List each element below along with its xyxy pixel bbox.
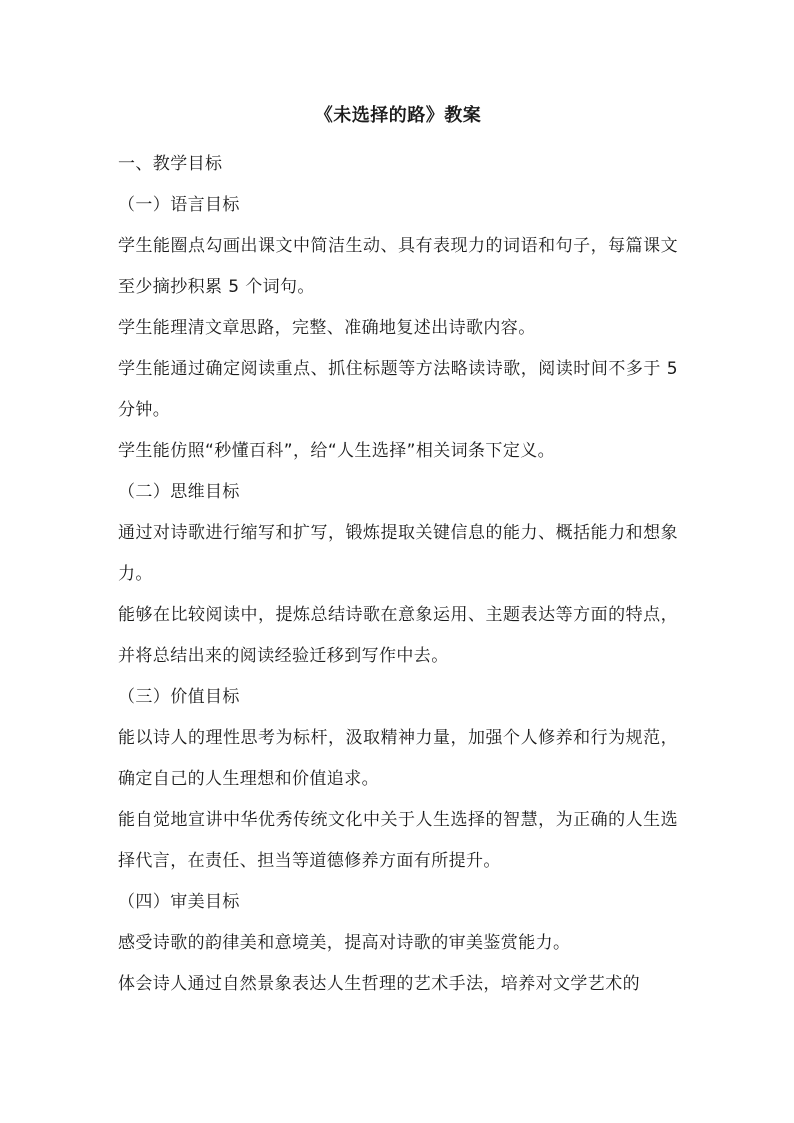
paragraph: 感受诗歌的韵律美和意境美，提高对诗歌的审美鉴赏能力。	[118, 933, 571, 953]
subsection-heading-value: （三）价值目标	[118, 687, 240, 707]
paragraph: 能以诗人的理性思考为标杆，汲取精神力量，加强个人修养和行为规范，确定自己的人生理想和价值追求。	[118, 728, 678, 789]
document-title: 《未选择的路》教案	[314, 105, 482, 126]
paragraph: 能够在比较阅读中，提炼总结诗歌在意象运用、主题表达等方面的特点，并将总结出来的阅读经验迁移到写作中去。	[118, 605, 678, 666]
paragraph: 学生能理清文章思路，完整、准确地复述出诗歌内容。	[118, 318, 536, 338]
document-body	[118, 102, 678, 1005]
subsection-heading-aesthetic: （四）审美目标	[118, 892, 240, 912]
subsection-heading-thinking: （二）思维目标	[118, 482, 240, 502]
paragraph: 能自觉地宣讲中华优秀传统文化中关于人生选择的智慧，为正确的人生选择代言，在责任、担当等道德修养方面有所提升。	[118, 810, 678, 871]
subsection-heading-language: （一）语言目标	[118, 195, 240, 215]
paragraph: 通过对诗歌进行缩写和扩写，锻炼提取关键信息的能力、概括能力和想象力。	[118, 523, 678, 584]
paragraph: 学生能通过确定阅读重点、抓住标题等方法略读诗歌，阅读时间不多于 5 分钟。	[118, 359, 678, 420]
paragraph: 体会诗人通过自然景象表达人生哲理的艺术手法，培养对文学艺术的	[118, 974, 640, 994]
section-heading-teaching-goals: 一、教学目标	[118, 154, 223, 174]
paragraph: 学生能仿照“秒懂百科”，给“人生选择”相关词条下定义。	[118, 441, 556, 461]
paragraph: 学生能圈点勾画出课文中简洁生动、具有表现力的词语和句子，每篇课文至少摘抄积累 5 个词句。	[118, 236, 678, 297]
